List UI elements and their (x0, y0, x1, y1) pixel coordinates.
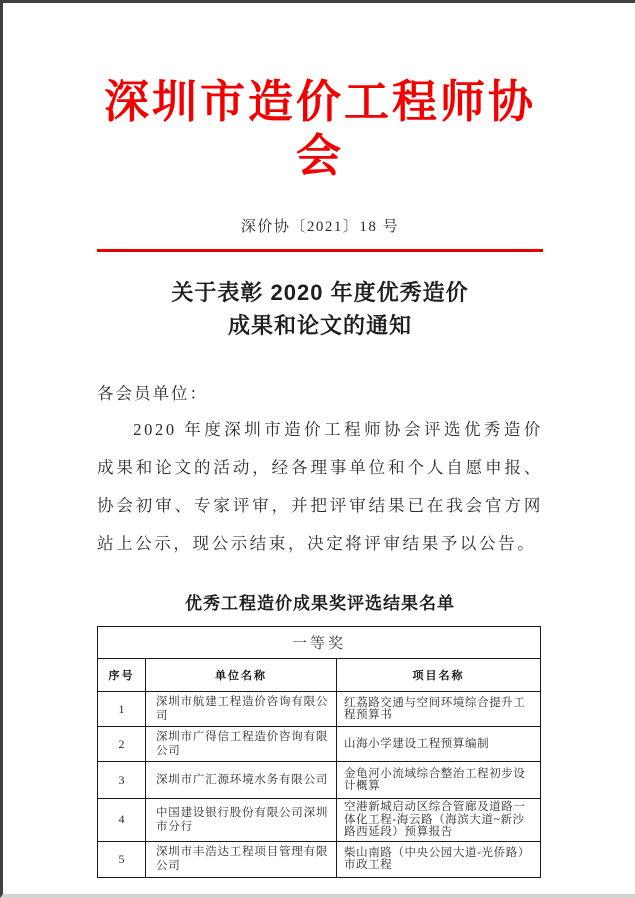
row-unit: 深圳市航建工程造价咨询有限公司 (146, 692, 337, 727)
notice-title (97, 276, 543, 342)
row-serial: 4 (98, 799, 146, 842)
row-project: 柴山南路（中央公园大道-光侨路）市政工程 (337, 841, 541, 877)
results-table-title: 优秀工程造价成果奖评选结果名单 (185, 594, 455, 613)
salutation: 各会员单位： (97, 384, 208, 403)
header-project-name: 项目名称 (337, 659, 541, 692)
award-results-table (97, 626, 541, 878)
header-unit-name: 单位名称 (146, 659, 337, 692)
notice-title-line1: 关于表彰 2020 年度优秀造价 (171, 280, 469, 305)
award-tier-label: 一等奖 (98, 627, 541, 659)
row-serial: 5 (98, 841, 146, 877)
notice-title-line2: 成果和论文的通知 (227, 313, 412, 338)
row-project: 金龟河小流域综合整治工程初步设计概算 (337, 762, 541, 799)
row-project: 空港新城启动区综合管廊及道路一体化工程-海云路（海滨大道~新沙路西延段）预算报告 (337, 799, 541, 842)
header-serial-number: 序号 (98, 659, 146, 692)
row-unit: 深圳市丰浩达工程项目管理有限公司 (146, 841, 337, 877)
award-tier-row (98, 627, 541, 659)
row-project: 红荔路交通与空间环境综合提升工程预算书 (337, 692, 541, 727)
row-project: 山海小学建设工程预算编制 (337, 727, 541, 762)
row-unit: 中国建设银行股份有限公司深圳市分行 (146, 799, 337, 842)
document-number: 深价协〔2021〕18 号 (240, 219, 400, 235)
row-serial: 1 (98, 692, 146, 727)
document-content (97, 75, 543, 878)
masthead-title: 深圳市造价工程师协会 (103, 77, 536, 181)
row-unit: 深圳市广得信工程造价咨询有限公司 (146, 727, 337, 762)
body-paragraph: 2020 年度深圳市造价工程师协会评选优秀造价成果和论文的活动，经各理事单位和个人自愿申报、协会初审、专家评审，并把评审结果已在我会官方网站上公示，现公示结束，决定将评审结果予以公告。 (97, 420, 543, 553)
row-unit: 深圳市广汇源环境水务有限公司 (146, 762, 337, 799)
table-header-row (98, 659, 541, 692)
table-row (98, 727, 541, 762)
table-row (98, 841, 541, 877)
row-serial: 3 (98, 762, 146, 799)
table-row (98, 692, 541, 727)
table-row (98, 799, 541, 842)
red-divider-rule (97, 249, 543, 252)
row-serial: 2 (98, 727, 146, 762)
table-row (98, 762, 541, 799)
